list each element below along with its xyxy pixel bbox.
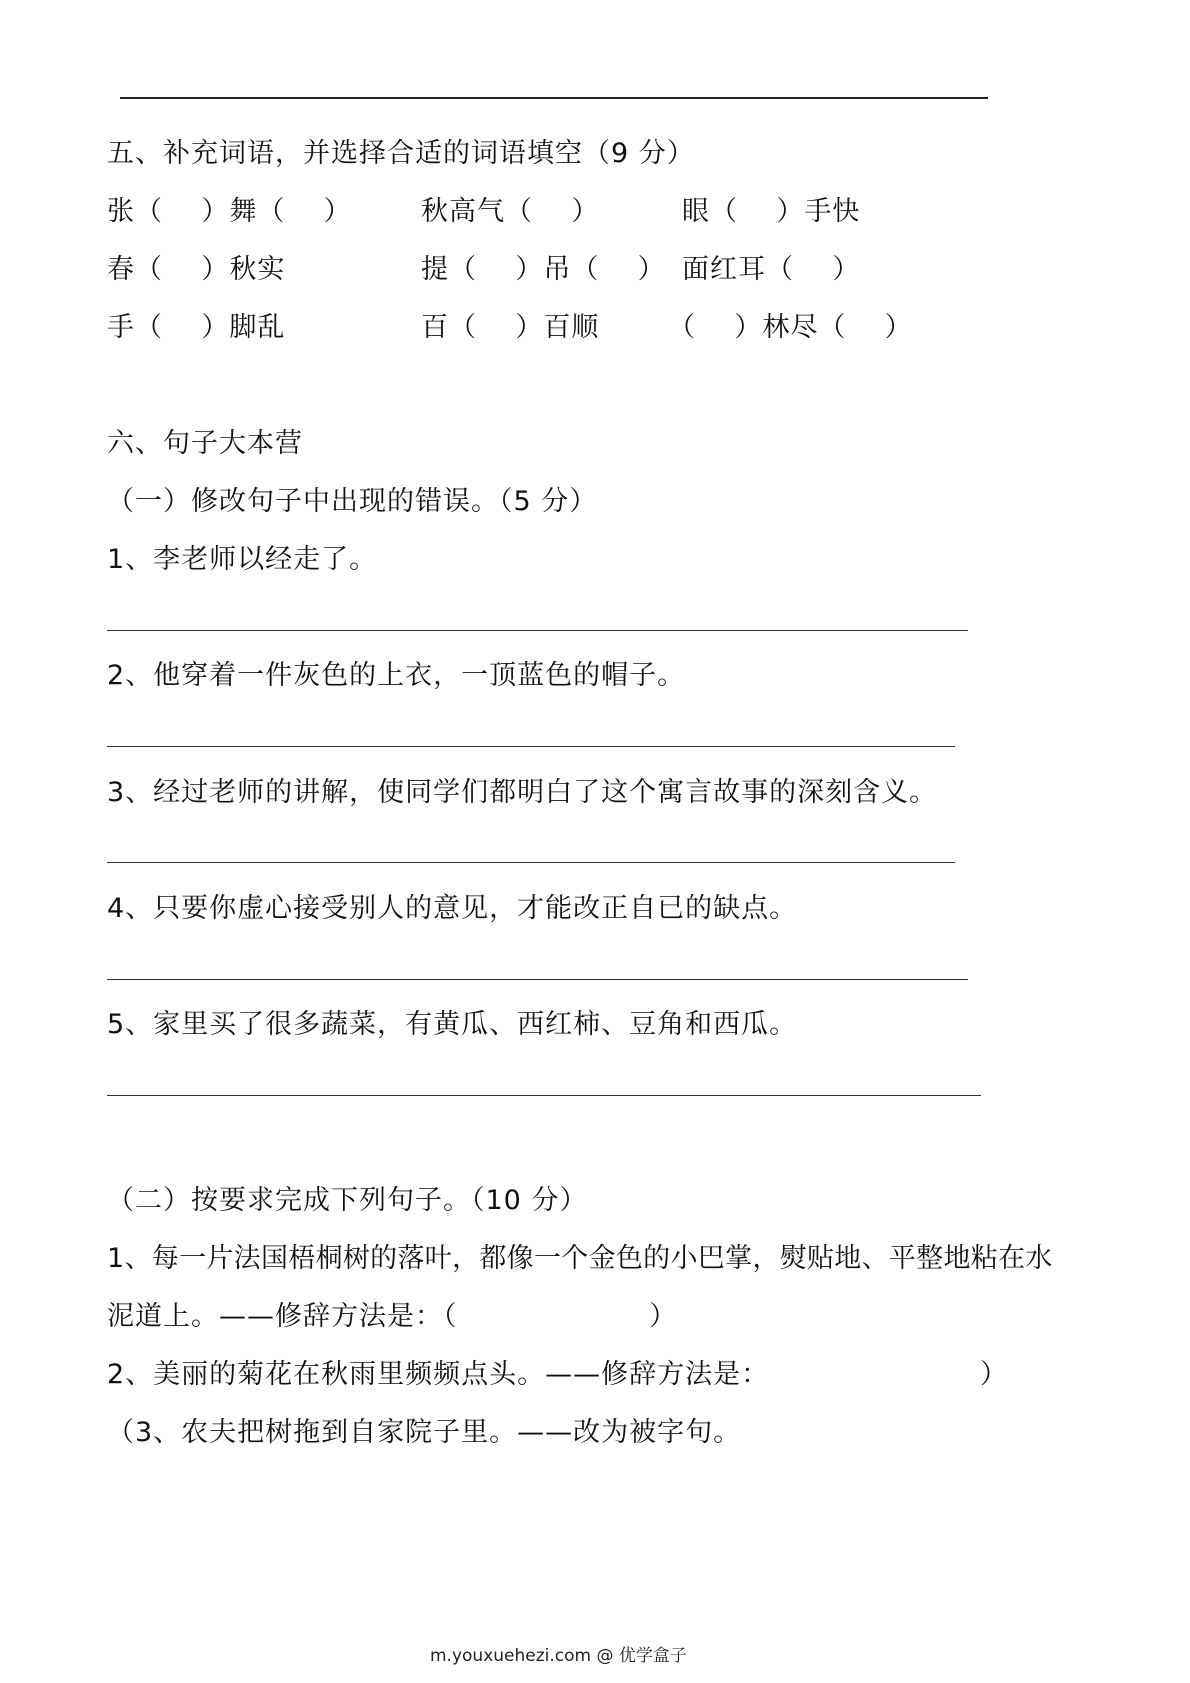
word-blank-3-2: 百（ ）百顺 [421,312,600,343]
rewrite-item-1-line2: 泥道上。——修辞方法是：（ ） [107,1301,678,1332]
correction-item-1: 1、李老师以经走了。 [107,544,378,575]
rewrite-item-3: （3、农夫把树拖到自家院子里。——改为被字句。 [107,1417,742,1448]
rewrite-item-2: 2、美丽的菊花在秋雨里频频点头。——修辞方法是： ） [107,1359,1008,1390]
word-blank-1-2: 秋高气（ ） [421,196,600,227]
section5-title: 五、补充词语，并选择合适的词语填空（9 分） [107,138,695,169]
answer-line-2[interactable] [107,746,955,747]
word-blank-3-3: （ ）林尽（ ） [668,312,913,343]
section6-title: 六、句子大本营 [107,428,303,459]
rewrite-item-1-line1: 1、每一片法国梧桐树的落叶，都像一个金色的小巴掌，熨贴地、平整地粘在水 [107,1243,1053,1274]
footer-watermark: m.youxuehezi.com @ 优学盒子 [430,1646,687,1666]
answer-line-3[interactable] [107,862,955,863]
section6-part2-title: （二）按要求完成下列句子。（10 分） [107,1185,588,1216]
answer-line-1[interactable] [107,630,968,631]
correction-item-4: 4、只要你虚心接受别人的意见，才能改正自已的缺点。 [107,893,798,924]
answer-line-5[interactable] [107,1095,981,1096]
header-rule [120,97,988,99]
correction-item-5: 5、家里买了很多蔬菜，有黄瓜、西红柿、豆角和西瓜。 [107,1009,798,1040]
answer-line-4[interactable] [107,979,968,980]
word-blank-1-3: 眼（ ）手快 [682,196,861,227]
correction-item-3: 3、经过老师的讲解，使同学们都明白了这个寓言故事的深刻含义。 [107,777,938,808]
word-blank-1-1: 张（ ）舞（ ） [107,196,352,227]
word-blank-2-1: 春（ ）秋实 [107,254,286,285]
correction-item-2: 2、他穿着一件灰色的上衣，一顶蓝色的帽子。 [107,660,686,691]
word-blank-2-2: 提（ ）吊（ ） [421,254,666,285]
word-blank-3-1: 手（ ）脚乱 [107,312,286,343]
word-blank-2-3: 面红耳（ ） [682,254,861,285]
section6-part1-title: （一）修改句子中出现的错误。（5 分） [107,486,598,517]
